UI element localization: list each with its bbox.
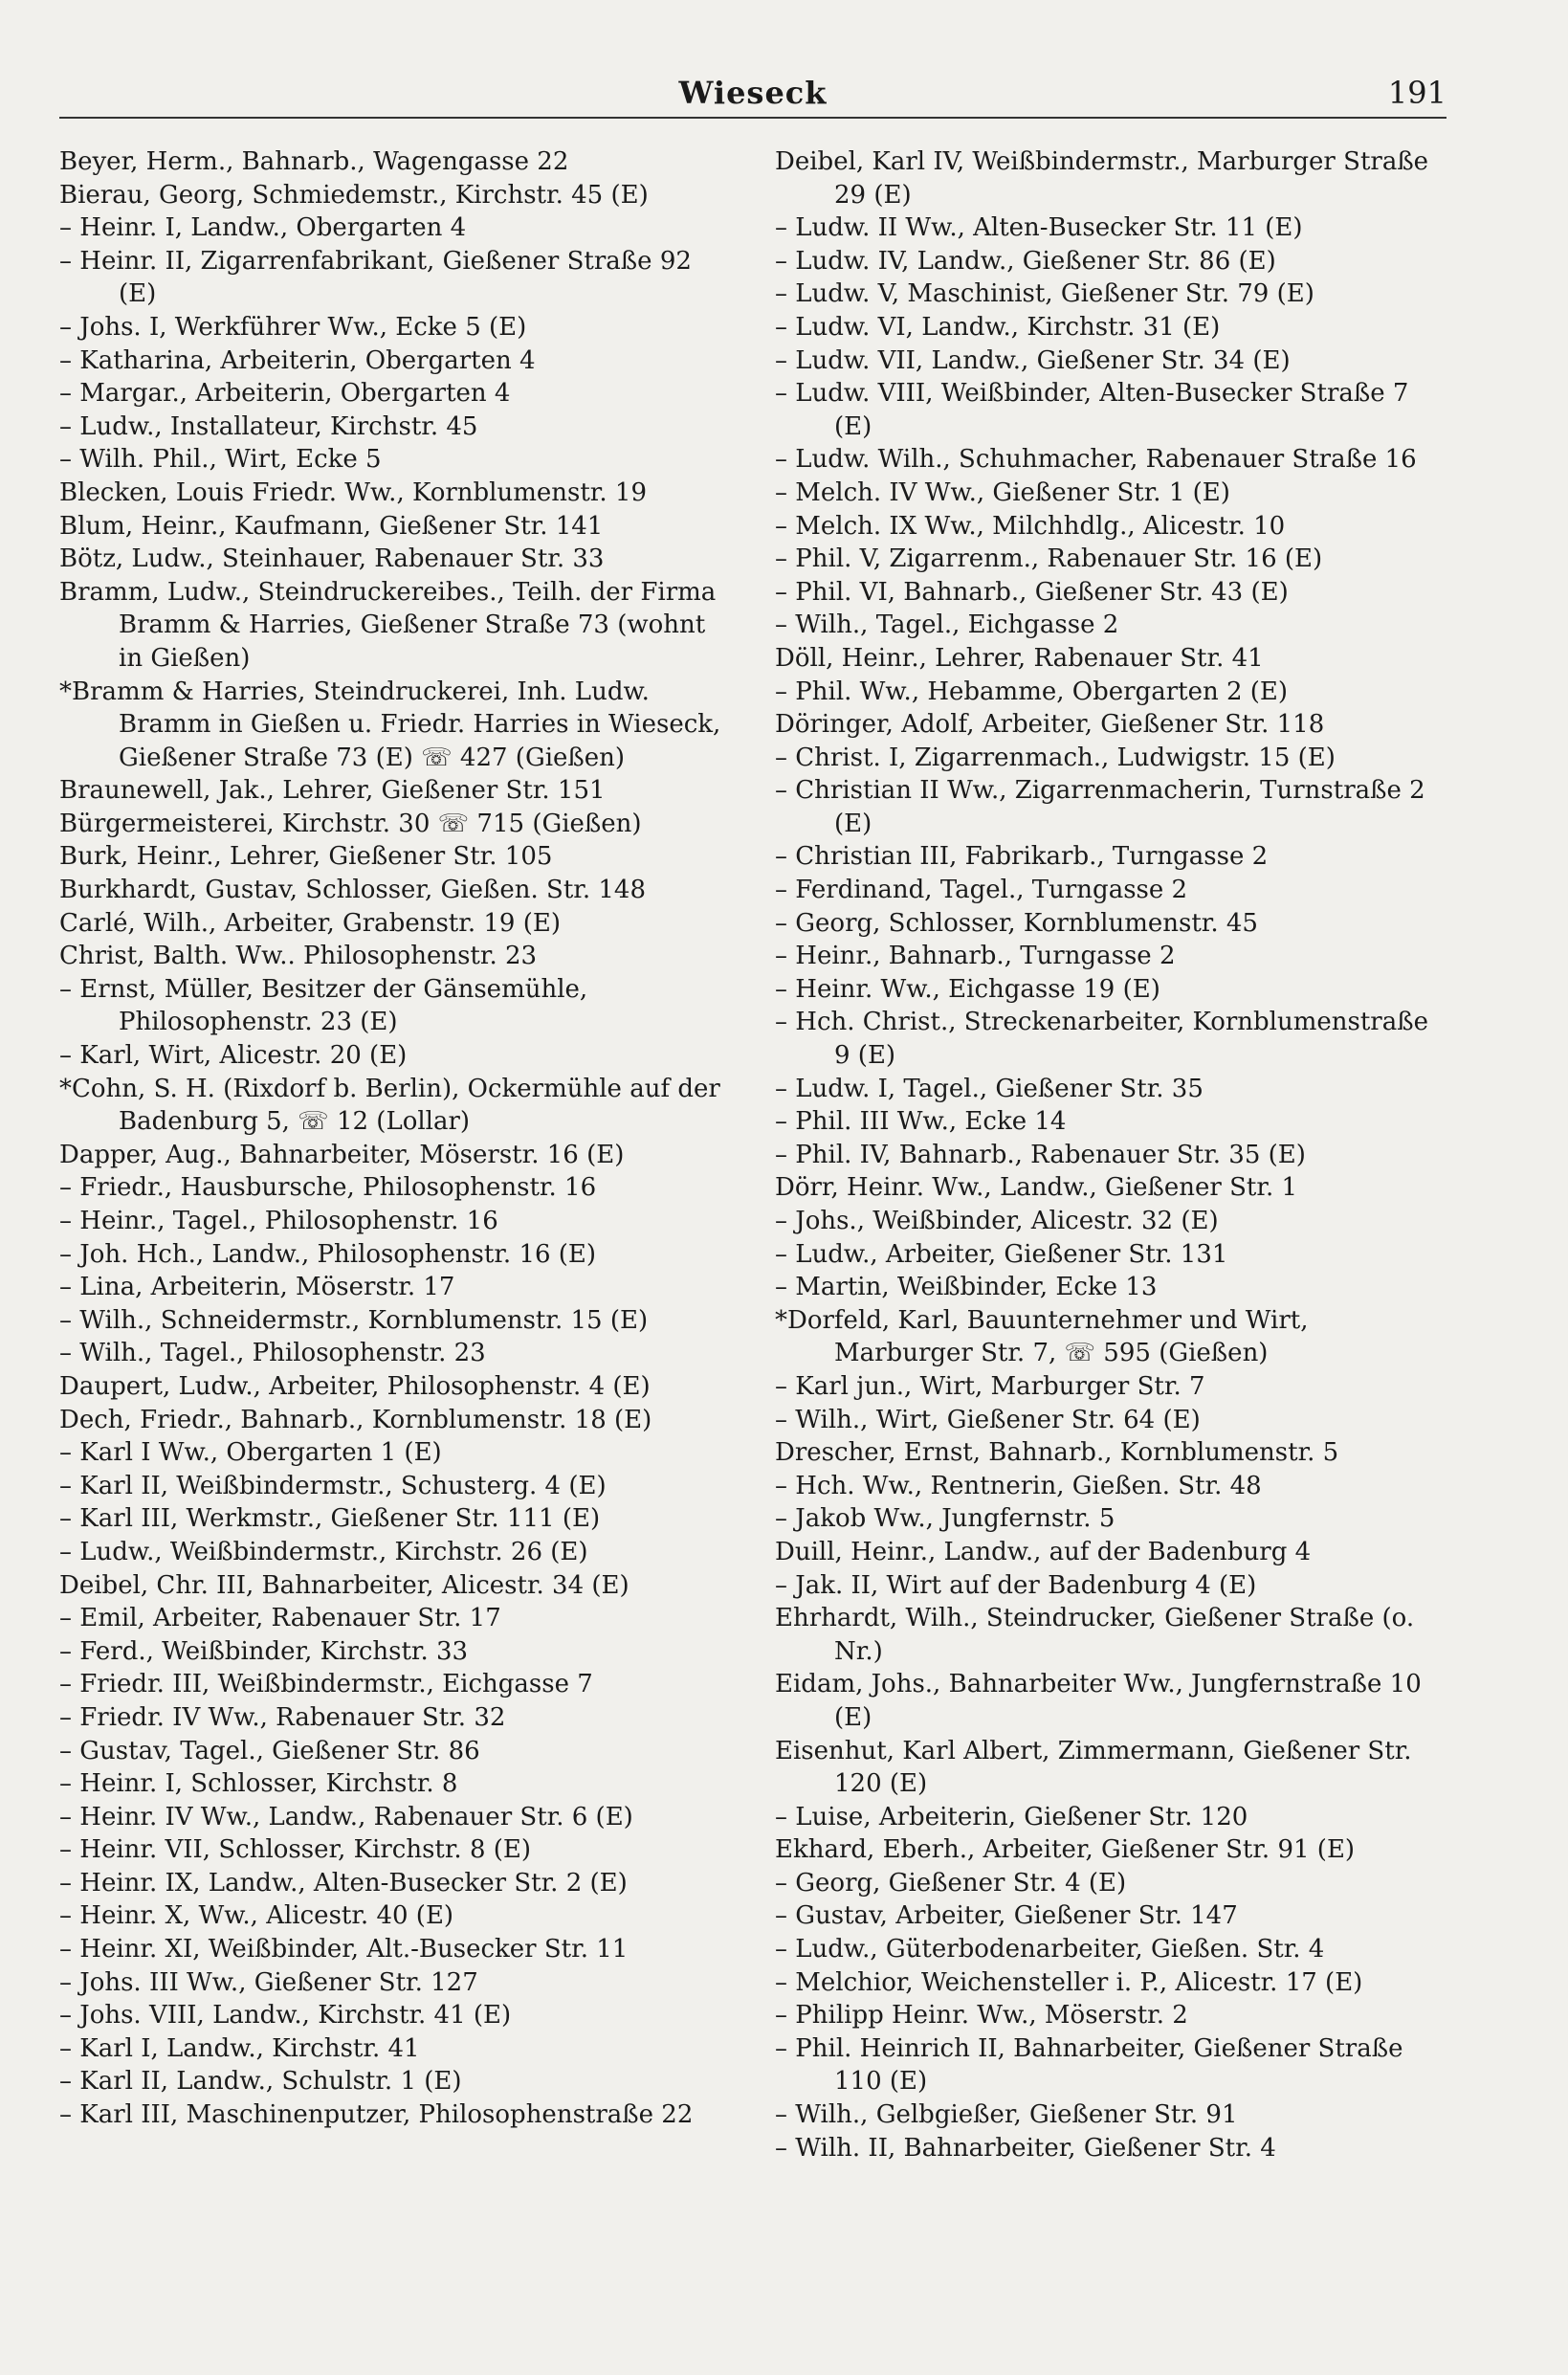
- directory-entry: Blum, Heinr., Kaufmann, Gießener Str. 141: [59, 511, 604, 541]
- directory-entry: – Ludw. VIII, Weißbinder, Alten-Busecker Straße 7 (E): [775, 379, 1409, 441]
- directory-entry: – Johs. I, Werkführer Ww., Ecke 5 (E): [59, 312, 527, 342]
- directory-entry: Drescher, Ernst, Bahnarb., Kornblumenstr. 5: [775, 1438, 1339, 1468]
- directory-entry: Döringer, Adolf, Arbeiter, Gießener Str. 118: [775, 710, 1325, 740]
- directory-entry: Bierau, Georg, Schmiedemstr., Kirchstr. 45 (E): [59, 180, 649, 210]
- directory-entry: – Ludw. VI, Landw., Kirchstr. 31 (E): [775, 312, 1221, 342]
- directory-entry: – Johs. VIII, Landw., Kirchstr. 41 (E): [59, 2001, 512, 2031]
- directory-entry: Ehrhardt, Wilh., Steindrucker, Gießener Straße (o. Nr.): [775, 1604, 1415, 1666]
- directory-entry: Dörr, Heinr. Ww., Landw., Gießener Str. 1: [775, 1173, 1298, 1203]
- directory-entry: – Heinr. I, Schlosser, Kirchstr. 8: [59, 1769, 458, 1799]
- directory-entry: – Wilh., Tagel., Eichgasse 2: [775, 610, 1119, 640]
- directory-entry: – Karl jun., Wirt, Marburger Str. 7: [775, 1371, 1205, 1401]
- directory-entry: – Ludw., Installateur, Kirchstr. 45: [59, 411, 478, 441]
- directory-entry: – Jakob Ww., Jungfernstr. 5: [775, 1504, 1115, 1534]
- directory-entry: – Luise, Arbeiterin, Gießener Str. 120: [775, 1802, 1248, 1831]
- directory-entry: Duill, Heinr., Landw., auf der Badenburg 4: [775, 1537, 1312, 1566]
- directory-entry: – Heinr. I, Landw., Obergarten 4: [59, 213, 467, 243]
- directory-entry: – Friedr. III, Weißbindermstr., Eichgasse 7: [59, 1670, 593, 1699]
- directory-entry: – Ferd., Weißbinder, Kirchstr. 33: [59, 1636, 469, 1666]
- directory-entry: – Heinr. IV Ww., Landw., Rabenauer Str. 6 (E): [59, 1802, 633, 1831]
- directory-entry: Burk, Heinr., Lehrer, Gießener Str. 105: [59, 842, 553, 872]
- directory-entry: – Christian III, Fabrikarb., Turngasse 2: [775, 842, 1269, 872]
- directory-entry: – Philipp Heinr. Ww., Möserstr. 2: [775, 2001, 1188, 2031]
- directory-entry: – Wilh., Wirt, Gießener Str. 64 (E): [775, 1405, 1201, 1434]
- directory-entry: – Phil. IV, Bahnarb., Rabenauer Str. 35 (E): [775, 1140, 1306, 1169]
- directory-entry: Bötz, Ludw., Steinhauer, Rabenauer Str. 33: [59, 544, 605, 574]
- page-header: [59, 75, 1447, 119]
- directory-entry: – Ludw. V, Maschinist, Gießener Str. 79 (E): [775, 279, 1314, 309]
- directory-entry: Burkhardt, Gustav, Schlosser, Gießen. Str. 148: [59, 876, 647, 905]
- directory-entry: – Melch. IX Ww., Milchhdlg., Alicestr. 10: [775, 511, 1286, 541]
- right-column: [775, 145, 1449, 2164]
- directory-entry: Bürgermeisterei, Kirchstr. 30 ☏ 715 (Gießen): [59, 809, 642, 838]
- directory-entry: – Phil. V, Zigarrenm., Rabenauer Str. 16 (E): [775, 544, 1323, 574]
- directory-entry: – Gustav, Tagel., Gießener Str. 86: [59, 1736, 480, 1765]
- directory-entry: – Karl II, Landw., Schulstr. 1 (E): [59, 2067, 462, 2097]
- directory-entry: – Johs. III Ww., Gießener Str. 127: [59, 1967, 478, 1997]
- directory-entry: – Ludw., Arbeiter, Gießener Str. 131: [775, 1239, 1228, 1269]
- directory-entry: – Friedr. IV Ww., Rabenauer Str. 32: [59, 1702, 506, 1732]
- directory-entry: – Wilh. Phil., Wirt, Ecke 5: [59, 445, 382, 475]
- directory-entry: – Ludw. I, Tagel., Gießener Str. 35: [775, 1074, 1204, 1103]
- left-column: [59, 145, 734, 2132]
- directory-entry: – Karl II, Weißbindermstr., Schusterg. 4 (E): [59, 1471, 607, 1500]
- directory-entry: *Cohn, S. H. (Rixdorf b. Berlin), Ockermühle auf der Badenburg 5, ☏ 12 (Lollar): [59, 1074, 720, 1137]
- page-number: 191: [1387, 75, 1447, 111]
- directory-entry: Deibel, Karl IV, Weißbindermstr., Marburger Straße 29 (E): [775, 147, 1429, 210]
- directory-entry: – Wilh., Gelbgießer, Gießener Str. 91: [775, 2100, 1238, 2130]
- directory-entry: – Ludw. II Ww., Alten-Busecker Str. 11 (E): [775, 213, 1303, 243]
- directory-entry: Daupert, Ludw., Arbeiter, Philosophenstr. 4 (E): [59, 1371, 651, 1401]
- directory-entry: – Heinr. VII, Schlosser, Kirchstr. 8 (E): [59, 1835, 532, 1865]
- directory-entry: – Ludw., Weißbindermstr., Kirchstr. 26 (E): [59, 1537, 588, 1566]
- directory-entry: – Georg, Schlosser, Kornblumenstr. 45: [775, 908, 1258, 938]
- directory-entry: – Heinr., Bahnarb., Turngasse 2: [775, 942, 1176, 971]
- directory-entry: – Heinr., Tagel., Philosophenstr. 16: [59, 1207, 498, 1235]
- directory-entry: – Emil, Arbeiter, Rabenauer Str. 17: [59, 1604, 501, 1633]
- directory-entry: Deibel, Chr. III, Bahnarbeiter, Alicestr. 34 (E): [59, 1570, 629, 1600]
- directory-entry: – Karl III, Werkmstr., Gießener Str. 111 (E): [59, 1504, 601, 1534]
- directory-entry: – Margar., Arbeiterin, Obergarten 4: [59, 379, 511, 409]
- directory-entry: – Ludw. Wilh., Schuhmacher, Rabenauer Straße 16: [775, 445, 1417, 475]
- directory-entry: Eidam, Johs., Bahnarbeiter Ww., Jungfernstraße 10 (E): [775, 1670, 1422, 1732]
- directory-entry: – Martin, Weißbinder, Ecke 13: [775, 1273, 1158, 1302]
- directory-entry: Ekhard, Eberh., Arbeiter, Gießener Str. 91 (E): [775, 1835, 1356, 1865]
- directory-entry: *Bramm & Harries, Steindruckerei, Inh. Ludw. Bramm in Gießen u. Friedr. Harries in Wieseck, Gießener Straße 73 (E) ☏ 427 (Gießen): [59, 677, 721, 772]
- directory-entry: Beyer, Herm., Bahnarb., Wagengasse 22: [59, 147, 569, 176]
- directory-entry: – Heinr. Ww., Eichgasse 19 (E): [775, 974, 1160, 1004]
- directory-entry: – Melchior, Weichensteller i. P., Alicestr. 17 (E): [775, 1967, 1363, 1997]
- directory-entry: – Joh. Hch., Landw., Philosophenstr. 16 (E): [59, 1239, 597, 1269]
- directory-entry: – Katharina, Arbeiterin, Obergarten 4: [59, 345, 536, 375]
- directory-entry: – Jak. II, Wirt auf der Badenburg 4 (E): [775, 1570, 1257, 1600]
- directory-entry: – Wilh., Tagel., Philosophenstr. 23: [59, 1339, 486, 1368]
- directory-entry: – Karl I Ww., Obergarten 1 (E): [59, 1438, 442, 1468]
- directory-entry: – Ernst, Müller, Besitzer der Gänsemühle, Philosophenstr. 23 (E): [59, 974, 588, 1037]
- directory-entry: – Phil. VI, Bahnarb., Gießener Str. 43 (E): [775, 577, 1289, 607]
- directory-entry: Christ, Balth. Ww.. Philosophenstr. 23: [59, 942, 538, 971]
- directory-entry: – Karl, Wirt, Alicestr. 20 (E): [59, 1041, 408, 1071]
- directory-entry: Dapper, Aug., Bahnarbeiter, Möserstr. 16 (E): [59, 1140, 625, 1169]
- directory-entry: – Wilh., Schneidermstr., Kornblumenstr. 15 (E): [59, 1305, 649, 1335]
- directory-entry: – Hch. Christ., Streckenarbeiter, Kornblumenstraße 9 (E): [775, 1008, 1428, 1071]
- directory-entry: – Phil. III Ww., Ecke 14: [775, 1107, 1067, 1137]
- directory-entry: – Wilh. II, Bahnarbeiter, Gießener Str. 4: [775, 2133, 1276, 2163]
- directory-entry: Döll, Heinr., Lehrer, Rabenauer Str. 41: [775, 643, 1264, 673]
- directory-entry: – Heinr. XI, Weißbinder, Alt.-Busecker Str. 11: [59, 1935, 629, 1964]
- directory-entry: – Ludw. VII, Landw., Gießener Str. 34 (E): [775, 345, 1291, 375]
- directory-entry: – Phil. Ww., Hebamme, Obergarten 2 (E): [775, 677, 1289, 706]
- directory-entry: – Ferdinand, Tagel., Turngasse 2: [775, 876, 1188, 905]
- directory-entry: – Heinr. X, Ww., Alicestr. 40 (E): [59, 1901, 454, 1931]
- directory-entry: – Gustav, Arbeiter, Gießener Str. 147: [775, 1901, 1238, 1931]
- directory-entry: – Friedr., Hausbursche, Philosophenstr. 16: [59, 1173, 597, 1203]
- directory-entry: – Heinr. II, Zigarrenfabrikant, Gießener Straße 92 (E): [59, 246, 692, 309]
- directory-entry: – Karl I, Landw., Kirchstr. 41: [59, 2033, 420, 2063]
- directory-entry: – Lina, Arbeiterin, Möserstr. 17: [59, 1273, 455, 1302]
- directory-entry: Blecken, Louis Friedr. Ww., Kornblumenstr. 19: [59, 477, 647, 507]
- directory-entry: – Ludw., Güterbodenarbeiter, Gießen. Str. 4: [775, 1935, 1325, 1964]
- page-title: Wieseck: [678, 75, 828, 111]
- directory-entry: – Georg, Gießener Str. 4 (E): [775, 1868, 1127, 1898]
- directory-entry: Dech, Friedr., Bahnarb., Kornblumenstr. 18 (E): [59, 1405, 652, 1434]
- directory-entry: – Melch. IV Ww., Gießener Str. 1 (E): [775, 477, 1230, 507]
- directory-entry: – Hch. Ww., Rentnerin, Gießen. Str. 48: [775, 1471, 1262, 1500]
- directory-entry: – Christian II Ww., Zigarrenmacherin, Turnstraße 2 (E): [775, 776, 1425, 838]
- directory-entry: Braunewell, Jak., Lehrer, Gießener Str. 151: [59, 776, 606, 806]
- directory-entry: – Heinr. IX, Landw., Alten-Busecker Str. 2 (E): [59, 1868, 628, 1898]
- directory-entry: – Karl III, Maschinenputzer, Philosophenstraße 22: [59, 2100, 694, 2130]
- directory-entry: Bramm, Ludw., Steindruckereibes., Teilh. der Firma Bramm & Harries, Gießener Straße 73 (wohnt in Gießen): [59, 577, 717, 673]
- directory-entry: – Johs., Weißbinder, Alicestr. 32 (E): [775, 1207, 1219, 1235]
- directory-entry: Carlé, Wilh., Arbeiter, Grabenstr. 19 (E): [59, 908, 561, 938]
- directory-entry: – Phil. Heinrich II, Bahnarbeiter, Gießener Straße 110 (E): [775, 2033, 1403, 2097]
- directory-entry: *Dorfeld, Karl, Bauunternehmer und Wirt, Marburger Str. 7, ☏ 595 (Gießen): [775, 1305, 1309, 1368]
- directory-entry: – Ludw. IV, Landw., Gießener Str. 86 (E): [775, 246, 1276, 276]
- directory-entry: – Christ. I, Zigarrenmach., Ludwigstr. 15 (E): [775, 743, 1336, 772]
- directory-entry: Eisenhut, Karl Albert, Zimmermann, Gießener Str. 120 (E): [775, 1736, 1412, 1799]
